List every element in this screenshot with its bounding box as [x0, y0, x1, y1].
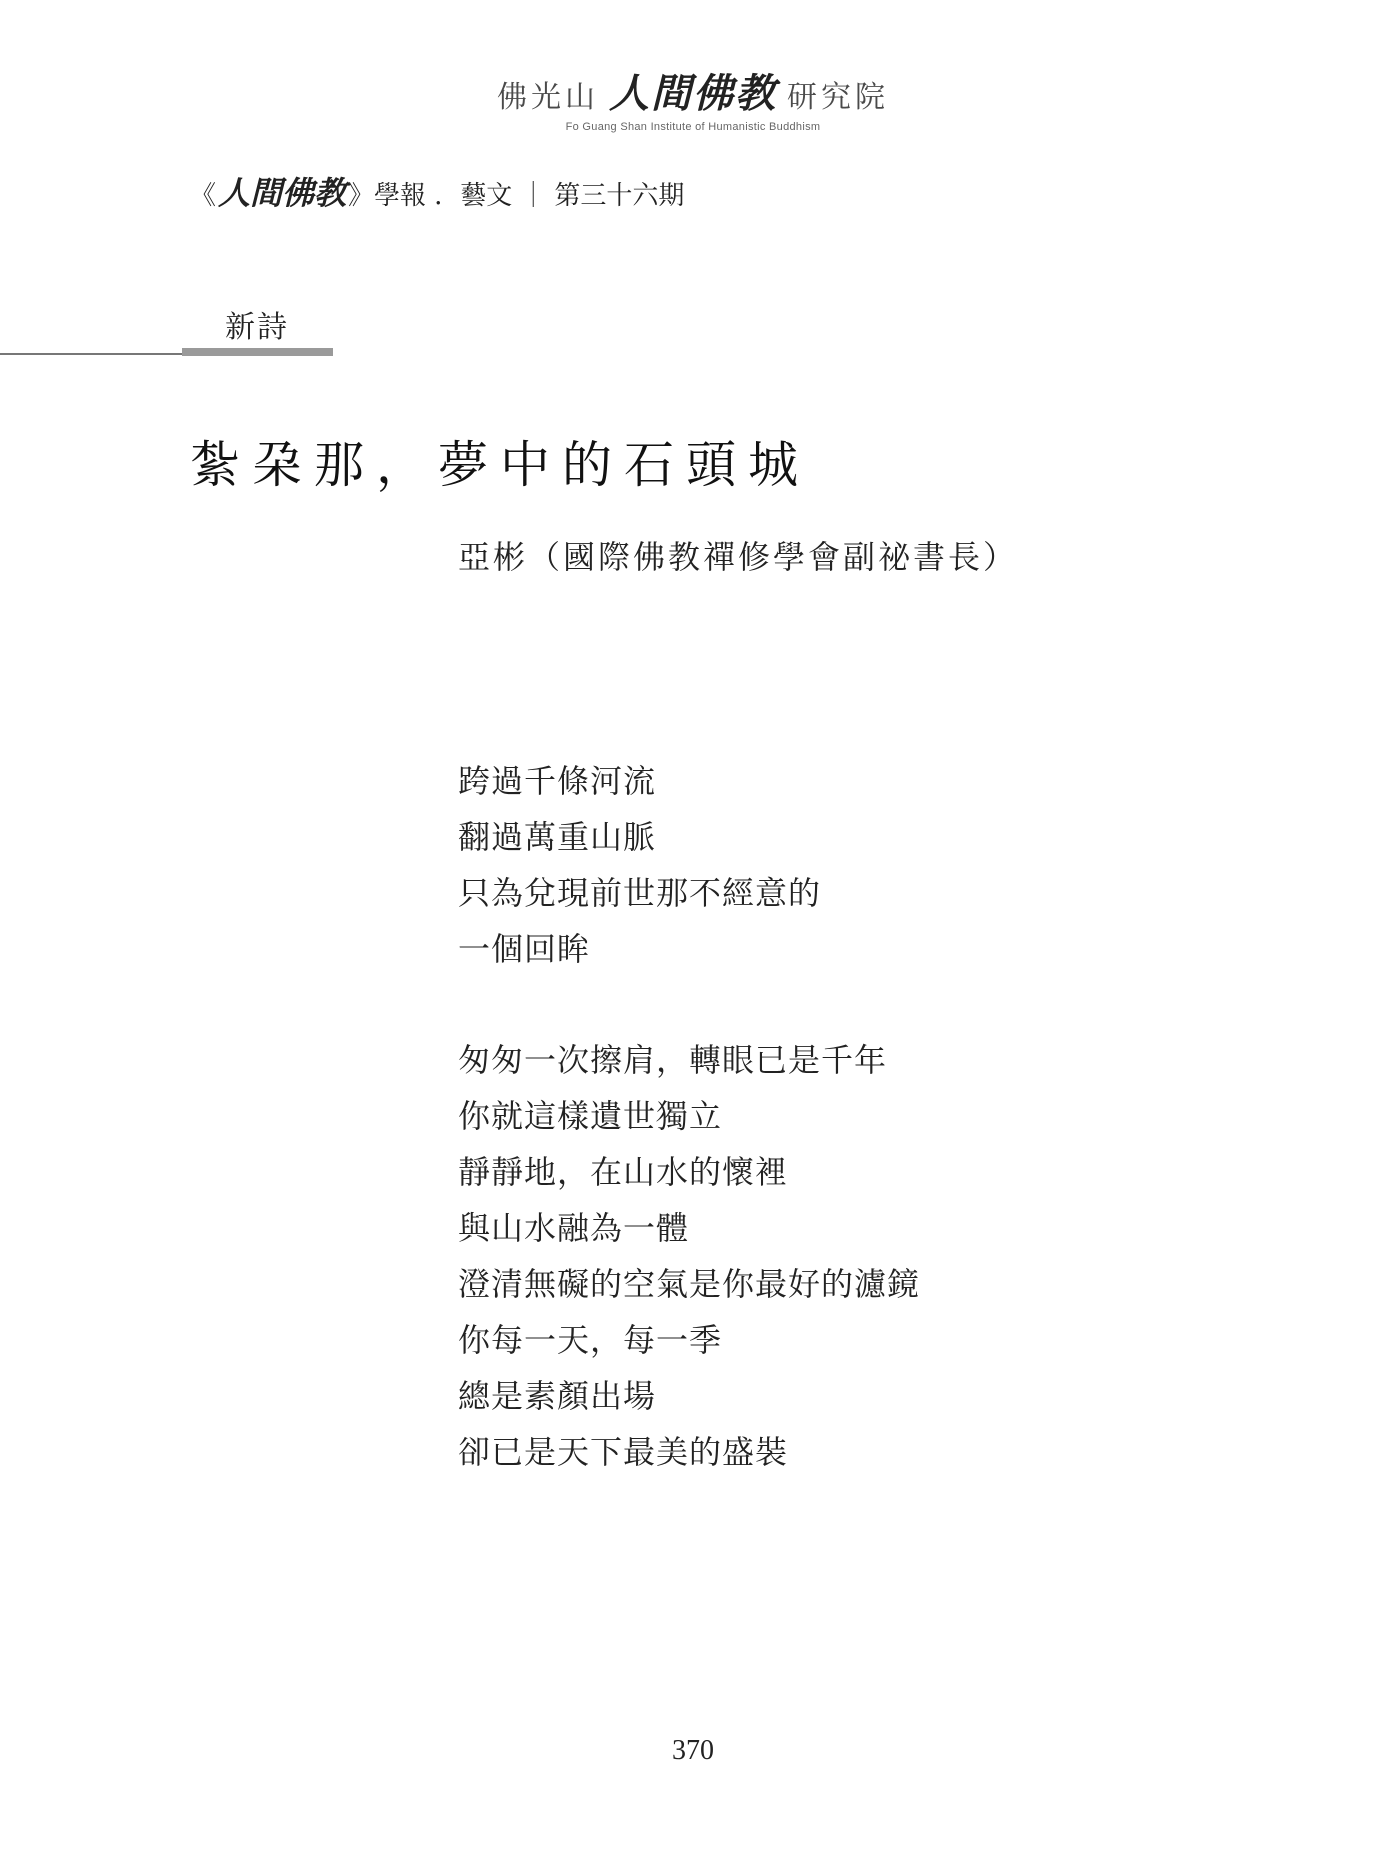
institute-english-name: Fo Guang Shan Institute of Humanistic Buddhism: [565, 121, 821, 133]
institute-name: [497, 62, 889, 119]
article-author: 亞彬（國際佛教禪修學會副祕書長）: [458, 538, 1019, 576]
journal-name: 》學報 ．藝文: [348, 181, 513, 211]
institute-suffix: 研究院: [787, 80, 889, 115]
section-label: 新詩: [225, 310, 289, 345]
poem-line: 只為兌現前世那不經意的: [458, 874, 822, 912]
journal-separator: ｜: [520, 181, 547, 211]
page-number: 370: [672, 1735, 714, 1766]
poem-stanza-1: [458, 753, 821, 977]
poem-line: 與山水融為一體: [458, 1209, 690, 1247]
poem-line: 跨過千條河流: [458, 762, 657, 800]
poem-line: 匆匆一次擦肩，轉眼已是千年: [458, 1041, 888, 1079]
journal-issue: 第三十六期: [554, 181, 685, 211]
poem-line: 一個回眸: [458, 930, 591, 968]
section-rule-thick: [182, 348, 333, 356]
institute-brand-calligraphy: 人間佛教: [609, 70, 777, 117]
poem-line: 你每一天，每一季: [458, 1321, 723, 1359]
article-title: 紮朶那，夢中的石頭城: [190, 436, 810, 494]
poem-line: 澄清無礙的空氣是你最好的濾鏡: [458, 1265, 921, 1303]
institute-header: [0, 62, 1386, 133]
poem-line: 翻過萬重山脈: [458, 818, 657, 856]
institute-prefix: 佛光山: [497, 80, 599, 115]
poem-stanza-2: [458, 1032, 920, 1480]
poem-line: 總是素顏出場: [458, 1377, 657, 1415]
poem-line: 卻已是天下最美的盛裝: [458, 1433, 789, 1471]
journal-running-head: [190, 168, 684, 214]
poem-line: 靜靜地，在山水的懷裡: [458, 1153, 789, 1191]
poem-line: 你就這樣遺世獨立: [458, 1097, 723, 1135]
journal-open-bracket: 《: [190, 181, 217, 211]
journal-brand-calligraphy: 人間佛教: [218, 174, 347, 212]
